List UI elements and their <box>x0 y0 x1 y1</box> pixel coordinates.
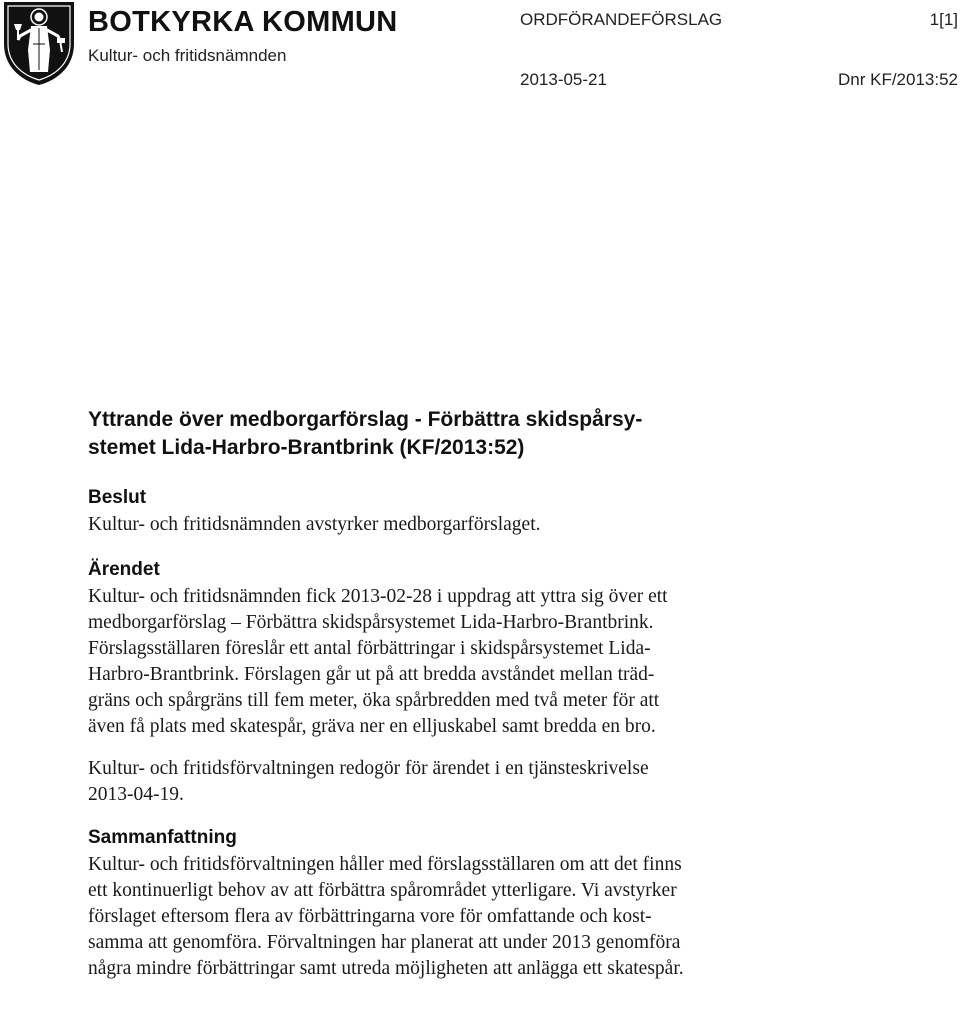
arendet-paragraph-1: Kultur- och fritidsnämnden fick 2013-02-28 i uppdrag att yttra sig över ett medborgarförslag – Förbättra skidspårsystemet Lida-Harbro-Brantbrink. Förslagsställaren föreslår ett antal förbättringar i skidspårsystemet Lida- Harbro-Brantbrink. Förslagen går ut på att bredda avståndet mellan träd- gräns och spårgräns till fem meter, öka spårbredden med två meter för att även få plats med skatespår, gräva ner en elljuskabel samt bredda en bro. <box>88 586 668 737</box>
document-title: Yttrande över medborgarförslag - Förbättra skidspårsy- stemet Lida-Harbro-Brantbrink (KF/2013:52) <box>88 408 643 459</box>
document-body <box>88 406 808 982</box>
sammanfattning-text: Kultur- och fritidsförvaltningen håller med förslagsställaren om att det finns ett kontinuerligt behov av att förbättra spårområdet ytterligare. Vi avstyrker förslaget eftersom flera av förbättringarna vore för omfattande och kost- samma att genomföra. Förvaltningen har planerat att under 2013 genomföra några mindre förbättringar samt utreda möjligheten att anlägga ett skatespår. <box>88 854 684 979</box>
page-number: 1[1] <box>929 10 958 29</box>
document-date: 2013-05-21 <box>520 70 607 89</box>
section-heading-beslut: Beslut <box>88 487 147 508</box>
arendet-paragraph-2: Kultur- och fritidsförvaltningen redogör för ärendet i en tjänsteskrivelse 2013-04-19. <box>88 758 649 805</box>
document-reference: Dnr KF/2013:52 <box>837 70 958 89</box>
organization-name: BOTKYRKA KOMMUN <box>88 6 398 38</box>
document-type: ORDFÖRANDEFÖRSLAG <box>520 10 723 29</box>
section-heading-sammanfattning: Sammanfattning <box>88 827 237 848</box>
municipality-crest-logo <box>2 0 76 86</box>
organization-unit: Kultur- och fritidsnämnden <box>88 46 287 65</box>
section-sammanfattning <box>88 826 808 982</box>
beslut-text: Kultur- och fritidsnämnden avstyrker medborgarförslaget. <box>88 514 541 535</box>
section-arendet <box>88 558 808 808</box>
section-beslut <box>88 486 808 538</box>
section-heading-arendet: Ärendet <box>88 559 160 580</box>
